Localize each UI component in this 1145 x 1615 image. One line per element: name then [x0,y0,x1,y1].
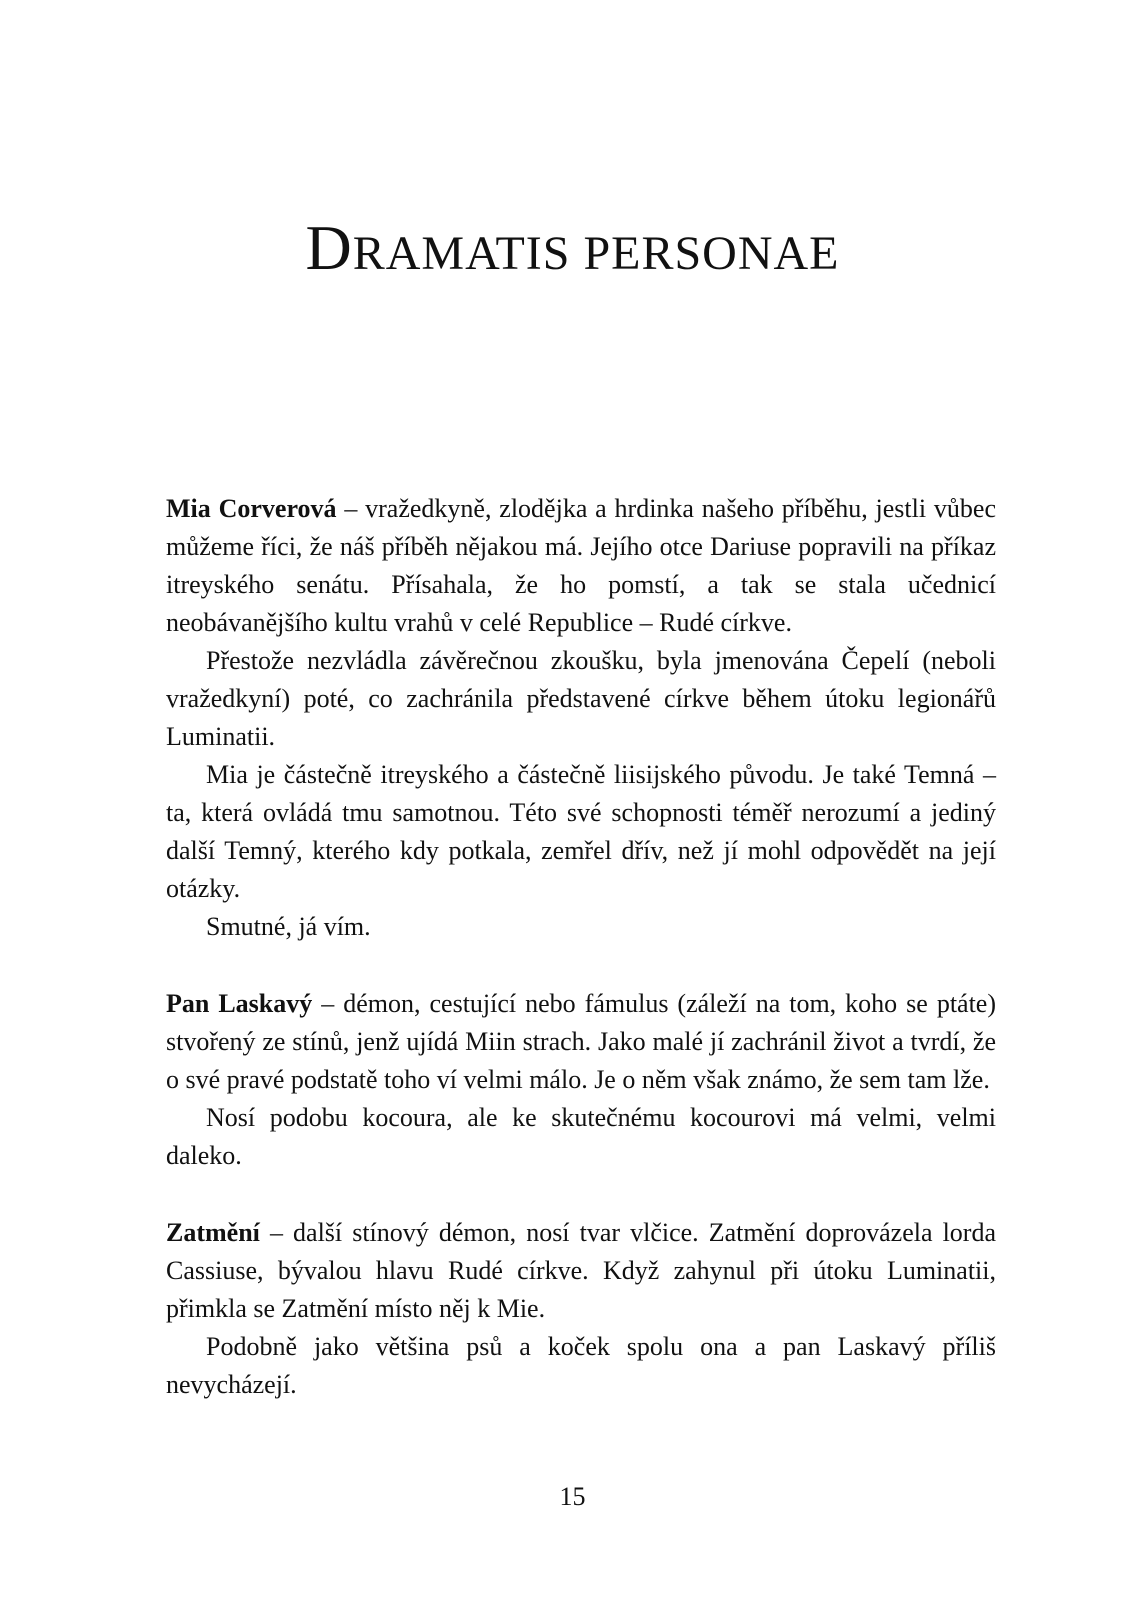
dramatis-personae-list [166,490,996,1443]
character-entry-zatmeni [166,1214,996,1404]
entry-paragraph: Mia je částečně itreyského a částečně liisijského původu. Je také Temná – ta, která ovládá tmu samotnou. Této své schopnosti téměř nerozumí a jediný další Temný, kterého kdy potkala, zemřel dřív, než jí mohl odpovědět na její otázky. [166,760,996,903]
title-rest: RAMATIS PERSONAE [352,227,840,280]
entry-lead-paragraph [166,1214,996,1328]
character-description: – démon, cestující nebo fámulus (záleží na tom, koho se ptáte) stvořený ze stínů, jenž ujídá Miin strach. Jako malé jí zachránil život a tvrdí, že o své pravé podstatě toho ví velmi málo. Je o něm však známo, že sem tam lže. [166,989,997,1094]
entry-paragraph: Přestože nezvládla závěrečnou zkoušku, byla jmenována Čepelí (neboli vražedkyní) poté, co zachránila představené církve během útoku legionářů Luminatii. [166,646,996,751]
entry-paragraph: Podobně jako většina psů a koček spolu ona a pan Laskavý příliš nevycházejí. [166,1332,996,1399]
entry-paragraph: Smutné, já vím. [206,912,371,941]
entry-paragraph: Nosí podobu kocoura, ale ke skutečnému kocourovi má velmi, velmi daleko. [166,1103,996,1170]
page-title [0,212,1145,284]
character-description: – vražedkyně, zlodějka a hrdinka našeho příběhu, jestli vůbec můžeme říci, že náš příběh nějakou má. Jejího otce Dariuse popravili na příkaz itreyského senátu. Přísahala, že ho pomstí, a tak se stala učednicí neobávanějšího kultu vrahů v celé Republice – Rudé církve. [166,494,996,637]
character-description: – další stínový démon, nosí tvar vlčice. Zatmění doprovázela lorda Cassiuse, bývalou hlavu Rudé církve. Když zahynul při útoku Luminatii, přimkla se Zatmění místo něj k Mie. [166,1218,996,1323]
page-number: 15 [559,1482,586,1511]
character-name: Zatmění [166,1218,260,1247]
character-entry-pan-laskavy [166,985,996,1175]
entry-lead-paragraph [166,490,996,642]
character-name: Pan Laskavý [166,989,313,1018]
entry-lead-paragraph [166,985,996,1099]
character-name: Mia Corverová [166,494,337,523]
title-initial: D [305,212,353,283]
character-entry-mia [166,490,996,946]
